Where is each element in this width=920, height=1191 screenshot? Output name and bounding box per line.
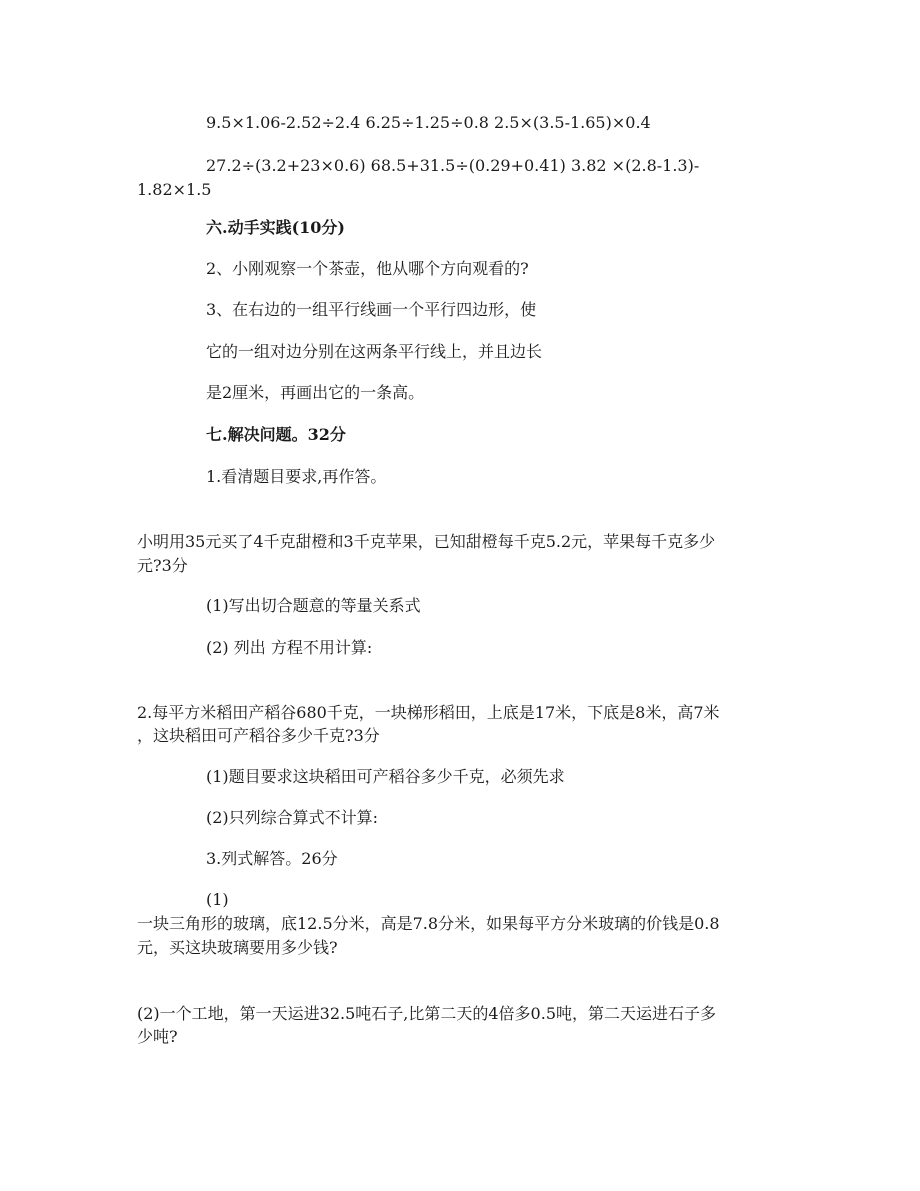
calc-row-2-cont: 1.82×1.5 [137, 180, 212, 199]
q7-3-1-line-1: 一块三角形的玻璃，底12.5分米，高是7.8分米，如果每平方分米玻璃的价钱是0.8 [137, 914, 720, 933]
q7-3-heading: 3.列式解答。26分 [206, 849, 338, 868]
q7-3-1-line-2: 元，买这块玻璃要用多少钱? [137, 938, 338, 957]
q7-1-sub-1: (1)写出切合题意的等量关系式 [206, 596, 421, 615]
q7-3-2-line-2: 少吨? [137, 1027, 178, 1046]
q7-2-problem-line-1: 2.每平方米稻田产稻谷680千克，一块梯形稻田，上底是17米，下底是8米，高7米 [137, 703, 720, 722]
q6-3-line-2: 它的一组对边分别在这两条平行线上，并且边长 [206, 342, 543, 361]
calc-row-2: 27.2÷(3.2+23×0.6) 68.5+31.5÷(0.29+0.41) 3.82 ×(2.8-1.3)- [206, 156, 700, 175]
q7-1-sub-2: (2) 列出 方程不用计算: [206, 638, 373, 657]
q7-2-problem-line-2: ，这块稻田可产稻谷多少千克?3分 [137, 726, 380, 745]
q7-1-problem-line-2: 元?3分 [137, 556, 188, 575]
q7-1-intro: 1.看清题目要求,再作答。 [206, 467, 387, 486]
q6-3-line-3: 是2厘米，再画出它的一条高。 [206, 383, 425, 402]
q7-3-1-label: (1) [206, 890, 229, 909]
q7-3-2-line-1: (2)一个工地，第一天运进32.5吨石子,比第二天的4倍多0.5吨，第二天运进石子多 [137, 1004, 717, 1023]
q6-2: 2、小刚观察一个茶壶，他从哪个方向观看的? [206, 259, 529, 278]
q7-1-problem-line-1: 小明用35元买了4千克甜橙和3千克苹果，已知甜橙每千克5.2元，苹果每千克多少 [137, 532, 716, 551]
calc-row-1: 9.5×1.06-2.52÷2.4 6.25÷1.25÷0.8 2.5×(3.5-1.65)×0.4 [206, 113, 651, 132]
q6-3-line-1: 3、在右边的一组平行线画一个平行四边形，使 [206, 300, 537, 319]
q7-2-sub-2: (2)只列综合算式不计算: [206, 808, 379, 827]
section-7-heading: 七.解决问题。32分 [206, 425, 346, 444]
section-6-heading: 六.动手实践(10分) [206, 218, 345, 237]
q7-2-sub-1: (1)题目要求这块稻田可产稻谷多少千克，必须先求 [206, 767, 565, 786]
